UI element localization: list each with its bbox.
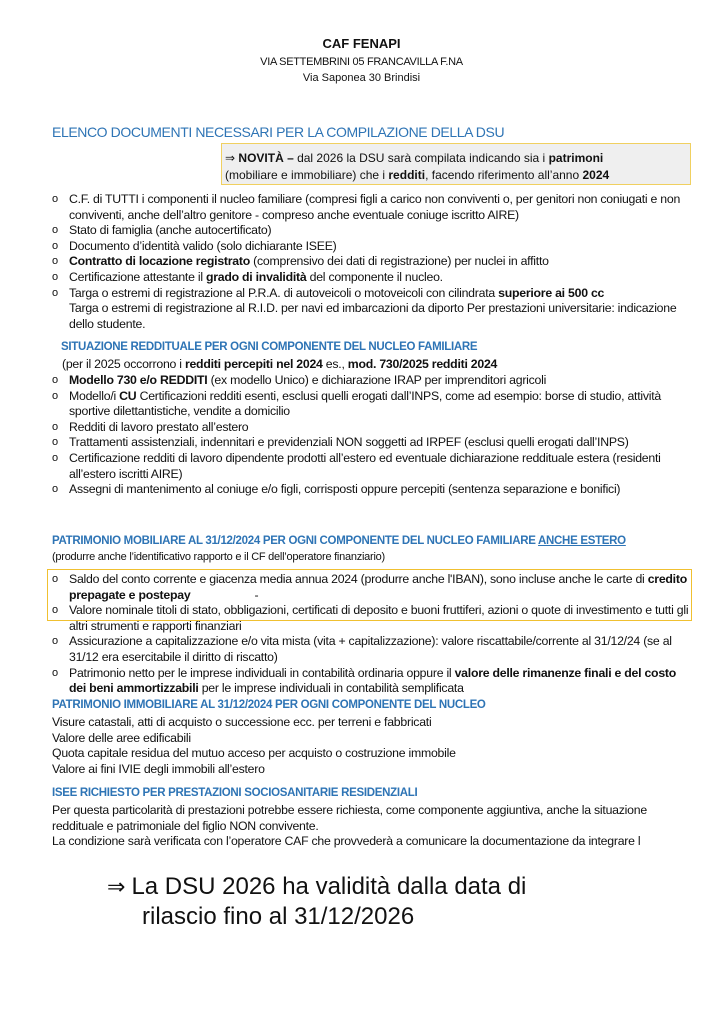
validity-line-1: La DSU 2026 ha validità dalla data di — [131, 873, 527, 900]
item-bold: Contratto di locazione registrato — [69, 254, 251, 269]
item-text: Redditi di lavoro prestato all’estero — [69, 419, 249, 434]
item-bold: credito prepagate e postepay — [69, 572, 687, 602]
item-text: (ex modello Unico) e dichiarazione IRAP per imprenditori agricoli — [207, 373, 547, 387]
bullet-icon: o — [52, 573, 58, 585]
section-title-text: PATRIMONIO MOBILIARE AL 31/12/2024 PER OGNI COMPONENTE DEL NUCLEO FAMILIARE — [52, 535, 539, 547]
bullet-icon: o — [52, 270, 58, 283]
bullet-icon: o — [52, 224, 58, 237]
sociosanitarie-text — [52, 803, 692, 850]
list-item — [52, 286, 692, 333]
bullet-icon: o — [52, 666, 58, 679]
arrow-right-icon: ⇒ — [225, 151, 236, 165]
list-item — [52, 420, 692, 436]
anche-estero-link: ANCHE ESTERO — [538, 535, 626, 547]
page-title: ELENCO DOCUMENTI NECESSARI PER LA COMPILAZIONE DELLA DSU — [52, 124, 505, 140]
item-text: del componente il nucleo. — [306, 269, 443, 284]
list-item — [52, 254, 692, 270]
section-title-immobiliare: PATRIMONIO IMMOBILIARE AL 31/12/2024 PER OGNI COMPONENTE DEL NUCLEO — [52, 699, 486, 711]
reddituale-list — [52, 373, 692, 498]
novita-bold-redditi: redditi — [388, 168, 426, 182]
item-text: (comprensivo dei dati di registrazione) per nuclei in affitto — [250, 254, 549, 269]
item-text: Targa o estremi di registrazione al P.R.A. di autoveicoli o motoveicoli con cilindrata — [69, 285, 499, 300]
list-item — [52, 666, 692, 697]
list-item — [52, 239, 692, 255]
paragraph: Per questa particolarità di prestazioni potrebbe essere richiesta, come componente aggiuntiva, anche la situazione reddituale e patrimoniale del figlio NON convivente. — [52, 803, 647, 833]
arrow-right-icon: ⇒ — [107, 874, 126, 899]
list-item — [52, 482, 692, 498]
item-text: Saldo del conto corrente e giacenza media annua 2024 (produrre anche l'IBAN), sono incluse anche le carte di — [69, 572, 648, 586]
list-item — [52, 373, 692, 389]
item-text: per le imprese individuali in contabilità semplificata — [198, 681, 464, 696]
address-line-2: Via Saponea 30 Brindisi — [302, 72, 421, 84]
list-item — [52, 223, 692, 239]
bullet-icon: o — [52, 451, 58, 464]
list-item — [52, 270, 692, 286]
item-bold: valore delle rimanenze finali e del costo dei beni ammortizzabili — [69, 665, 677, 696]
paragraph: La condizione sarà verificata con l’operatore CAF che provvederà a comunicare la documentazione da integrare l — [52, 834, 641, 849]
bullet-icon: o — [52, 193, 58, 205]
bullet-icon: o — [52, 436, 58, 449]
item-text: C.F. di TUTTI i componenti il nucleo familiare (compresi figli a carico non conviventi o, per genitori non coniugati e non conviventi, anche dell’altro genitore - compreso anche eventuale coniuge iscritto AIRE) — [69, 192, 681, 222]
list-item — [52, 572, 692, 603]
org-title: CAF FENAPI — [322, 36, 401, 51]
item-bold: Modello 730 e/o REDDITI — [69, 373, 208, 387]
immobiliare-line: Valore ai fini IVIE degli immobili all’estero — [52, 761, 265, 776]
item-text: Documento d’identità valido (solo dichiarante ISEE) — [69, 238, 337, 253]
item-text: Valore nominale titoli di stato, obbligazioni, certificati di deposito e buoni fruttiferi, azioni o quote di investimento e tutti gli altri strumenti e rapporti finanziari — [69, 603, 689, 633]
immobiliare-line: Valore delle aree edificabili — [52, 730, 191, 745]
section-title-reddituale: SITUAZIONE REDDITUALE PER OGNI COMPONENTE DEL NUCLEO FAMILIARE — [61, 341, 478, 353]
list-item — [52, 389, 692, 420]
mobiliare-list — [52, 572, 692, 697]
item-text: Patrimonio netto per le imprese individuali in contabilità ordinaria oppure il — [69, 665, 455, 680]
bullet-icon: o — [52, 286, 58, 299]
list-item — [52, 435, 692, 451]
subtitle-bold: redditi percepiti nel 2024 — [184, 357, 323, 371]
subtitle-text: es., — [322, 357, 348, 371]
section-title-mobiliare — [52, 535, 626, 547]
item-text: Assicurazione a capitalizzazione e/o vita mista (vita + capitalizzazione): valore riscattabile/corrente al 31/12/24 (se al 31/12 era esercitabile il diritto di riscatto) — [69, 634, 672, 664]
subtitle-text: (per il 2025 occorrono i — [62, 357, 185, 371]
immobiliare-lines — [52, 715, 692, 777]
novita-text-2: (mobiliare e immobiliare) che i — [225, 168, 389, 182]
general-documents-list — [52, 192, 692, 332]
immobiliare-line: Visure catastali, atti di acquisto o successione ecc. per terreni e fabbricati — [52, 715, 432, 729]
item-text: Stato di famiglia (anche autocertificato) — [69, 223, 272, 238]
novita-callout — [221, 143, 691, 185]
item-text: Certificazioni redditi esenti, esclusi quelli erogati dall’INPS, come ad esempio: borse di studio, attività sportive dilettantistiche, vendite a domicilio — [69, 388, 661, 419]
bullet-icon: o — [52, 374, 58, 386]
novita-text-3: , facendo riferimento all’anno — [425, 168, 583, 182]
bullet-icon: o — [52, 389, 58, 402]
reddituale-subtitle — [62, 357, 702, 373]
address-line-1: VIA SETTEMBRINI 05 FRANCAVILLA F.NA — [260, 56, 463, 68]
section-title-sociosanitarie: ISEE RICHIESTO PER PRESTAZIONI SOCIOSANITARIE RESIDENZIALI — [52, 787, 418, 799]
item-text: Trattamenti assistenziali, indennitari e previdenziali NON soggetti ad IRPEF (esclusi quelli erogati dall’INPS) — [69, 435, 629, 450]
subtitle-bold: mod. 730/2025 redditi 2024 — [347, 357, 498, 371]
list-item — [52, 192, 692, 223]
novita-label: NOVITÀ – — [238, 151, 294, 165]
item-bold: superiore ai 500 cc — [498, 285, 605, 300]
bullet-icon: o — [52, 635, 58, 648]
item-text: Modello/i — [69, 388, 120, 403]
item-text: Targa o estremi di registrazione al R.I.D. per navi ed imbarcazioni da diporto Per prestazioni universitarie: indicazione dello studente. — [69, 301, 677, 331]
bullet-icon: o — [52, 483, 58, 496]
bullet-icon: o — [52, 420, 58, 433]
item-text: Assegni di mantenimento al coniuge e/o figli, corrisposti oppure percepiti (sentenza separazione e bonifici) — [69, 482, 621, 497]
item-text: Certificazione attestante il — [69, 269, 206, 284]
immobiliare-line: Quota capitale residua del mutuo acceso per acquisto o costruzione immobile — [52, 746, 456, 761]
novita-bold-year: 2024 — [582, 168, 610, 182]
bullet-icon: o — [52, 255, 58, 268]
list-item — [52, 603, 692, 634]
bullet-icon: o — [52, 604, 58, 617]
item-bold: grado di invalidità — [205, 269, 307, 284]
item-text: Certificazione redditi di lavoro dipendente prodotti all’estero ed eventuale dichiarazione reddituale estera (residenti all’estero iscritti AIRE) — [69, 450, 661, 481]
list-item — [52, 634, 692, 665]
mobiliare-subtitle: (produrre anche l’identificativo rapporto e il CF dell’operatore finanziario) — [52, 551, 385, 563]
novita-text: dal 2026 la DSU sarà compilata indicando sia i — [293, 151, 549, 165]
dash: - — [254, 587, 259, 602]
item-bold: CU — [119, 388, 137, 403]
validity-note — [107, 872, 526, 932]
list-item — [52, 451, 692, 482]
bullet-icon: o — [52, 239, 58, 252]
novita-bold-patrimoni: patrimoni — [548, 151, 604, 165]
validity-line-2: rilascio fino al 31/12/2026 — [142, 903, 415, 930]
